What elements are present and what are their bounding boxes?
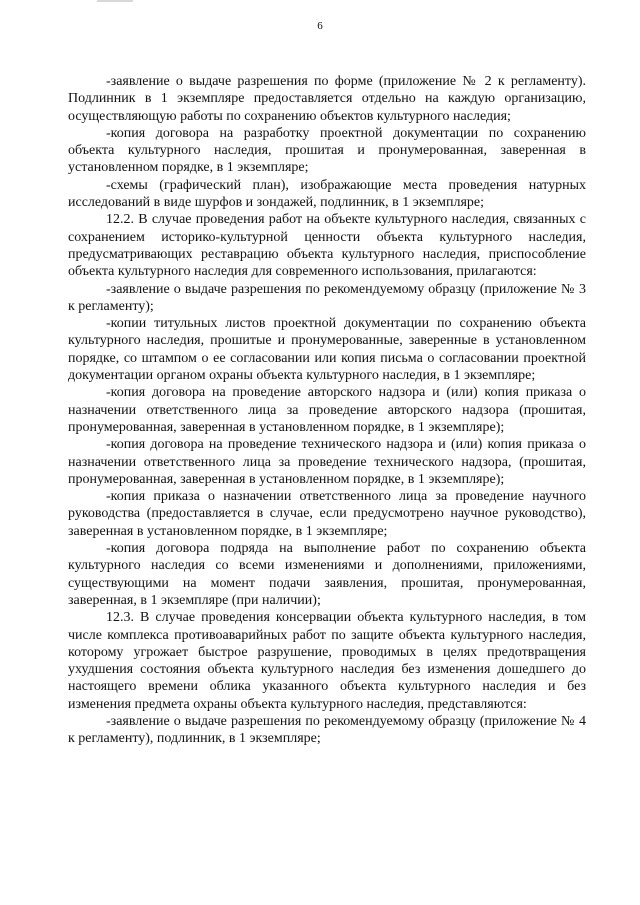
scan-artifact	[97, 0, 133, 2]
paragraph: 12.2. В случае проведения работ на объекте культурного наследия, связанных с сохранением историко-культурной ценности объекта культурного наследия, предусматривающих реставрацию объекта культурного наследия, приспособление объекта культурного наследия для современного использования, прилагаются:	[68, 212, 586, 280]
document-body	[68, 73, 586, 748]
paragraph: -заявление о выдаче разрешения по форме (приложение № 2 к регламенту). Подлинник в 1 экземпляре предоставляется отдельно на каждую организацию, осуществляющую работы по сохранению объектов культурного наследия;	[68, 74, 586, 124]
paragraph: 12.3. В случае проведения консервации объекта культурного наследия, в том числе комплекса противоаварийных работ по защите объекта культурного наследия, которому угрожает быстрое разрушение, проводимых в целях предотвращения ухудшения состояния объекта культурного наследия без изменения дошедшего до настоящего времени облика указанного объекта культурного наследия и без изменения предмета охраны объекта культурного наследия, представляются:	[68, 610, 586, 712]
paragraph: -копия приказа о назначении ответственного лица за проведение научного руководства (предоставляется в случае, если предусмотрено научное руководство), заверенная в установленном порядке, в 1 экземпляре;	[68, 489, 586, 539]
paragraph: -заявление о выдаче разрешения по рекомендуемому образцу (приложение № 3 к регламенту);	[68, 281, 586, 314]
paragraph: -копия договора на проведение авторского надзора и (или) копия приказа о назначении ответственного лица за проведение авторского надзора (прошитая, пронумерованная, заверенная в установленном порядке, в 1 экземпляре);	[68, 385, 586, 435]
paragraph: -копия договора подряда на выполнение работ по сохранению объекта культурного наследия со всеми изменениями и дополнениями, приложениями, существующими на момент подачи заявления, прошитая, пронумерованная, заверенная, в 1 экземпляре (при наличии);	[68, 541, 586, 608]
paragraph: -заявление о выдаче разрешения по рекомендуемому образцу (приложение № 4 к регламенту), подлинник, в 1 экземпляре;	[68, 713, 586, 747]
page-number: 6	[317, 20, 323, 32]
paragraph: -копии титульных листов проектной документации по сохранению объекта культурного наследия, прошитые и пронумерованные, заверенные в установленном порядке, со штампом о ее согласовании или копия письма о согласовании проектной документации органом охраны объекта культурного наследия, в 1 экземпляре;	[68, 316, 586, 384]
paragraph: -копия договора на проведение технического надзора и (или) копия приказа о назначении ответственного лица за проведение технического надзора, (прошитая, пронумерованная, заверенная в установленном порядке, в 1 экземпляре);	[68, 437, 586, 487]
paragraph: -схемы (графический план), изображающие места проведения натурных исследований в виде шурфов и зондажей, подлинник, в 1 экземпляре;	[68, 177, 586, 211]
paragraph: -копия договора на разработку проектной документации по сохранению объекта культурного наследия, прошитая и пронумерованная, заверенная в установленном порядке, в 1 экземпляре;	[68, 125, 586, 176]
